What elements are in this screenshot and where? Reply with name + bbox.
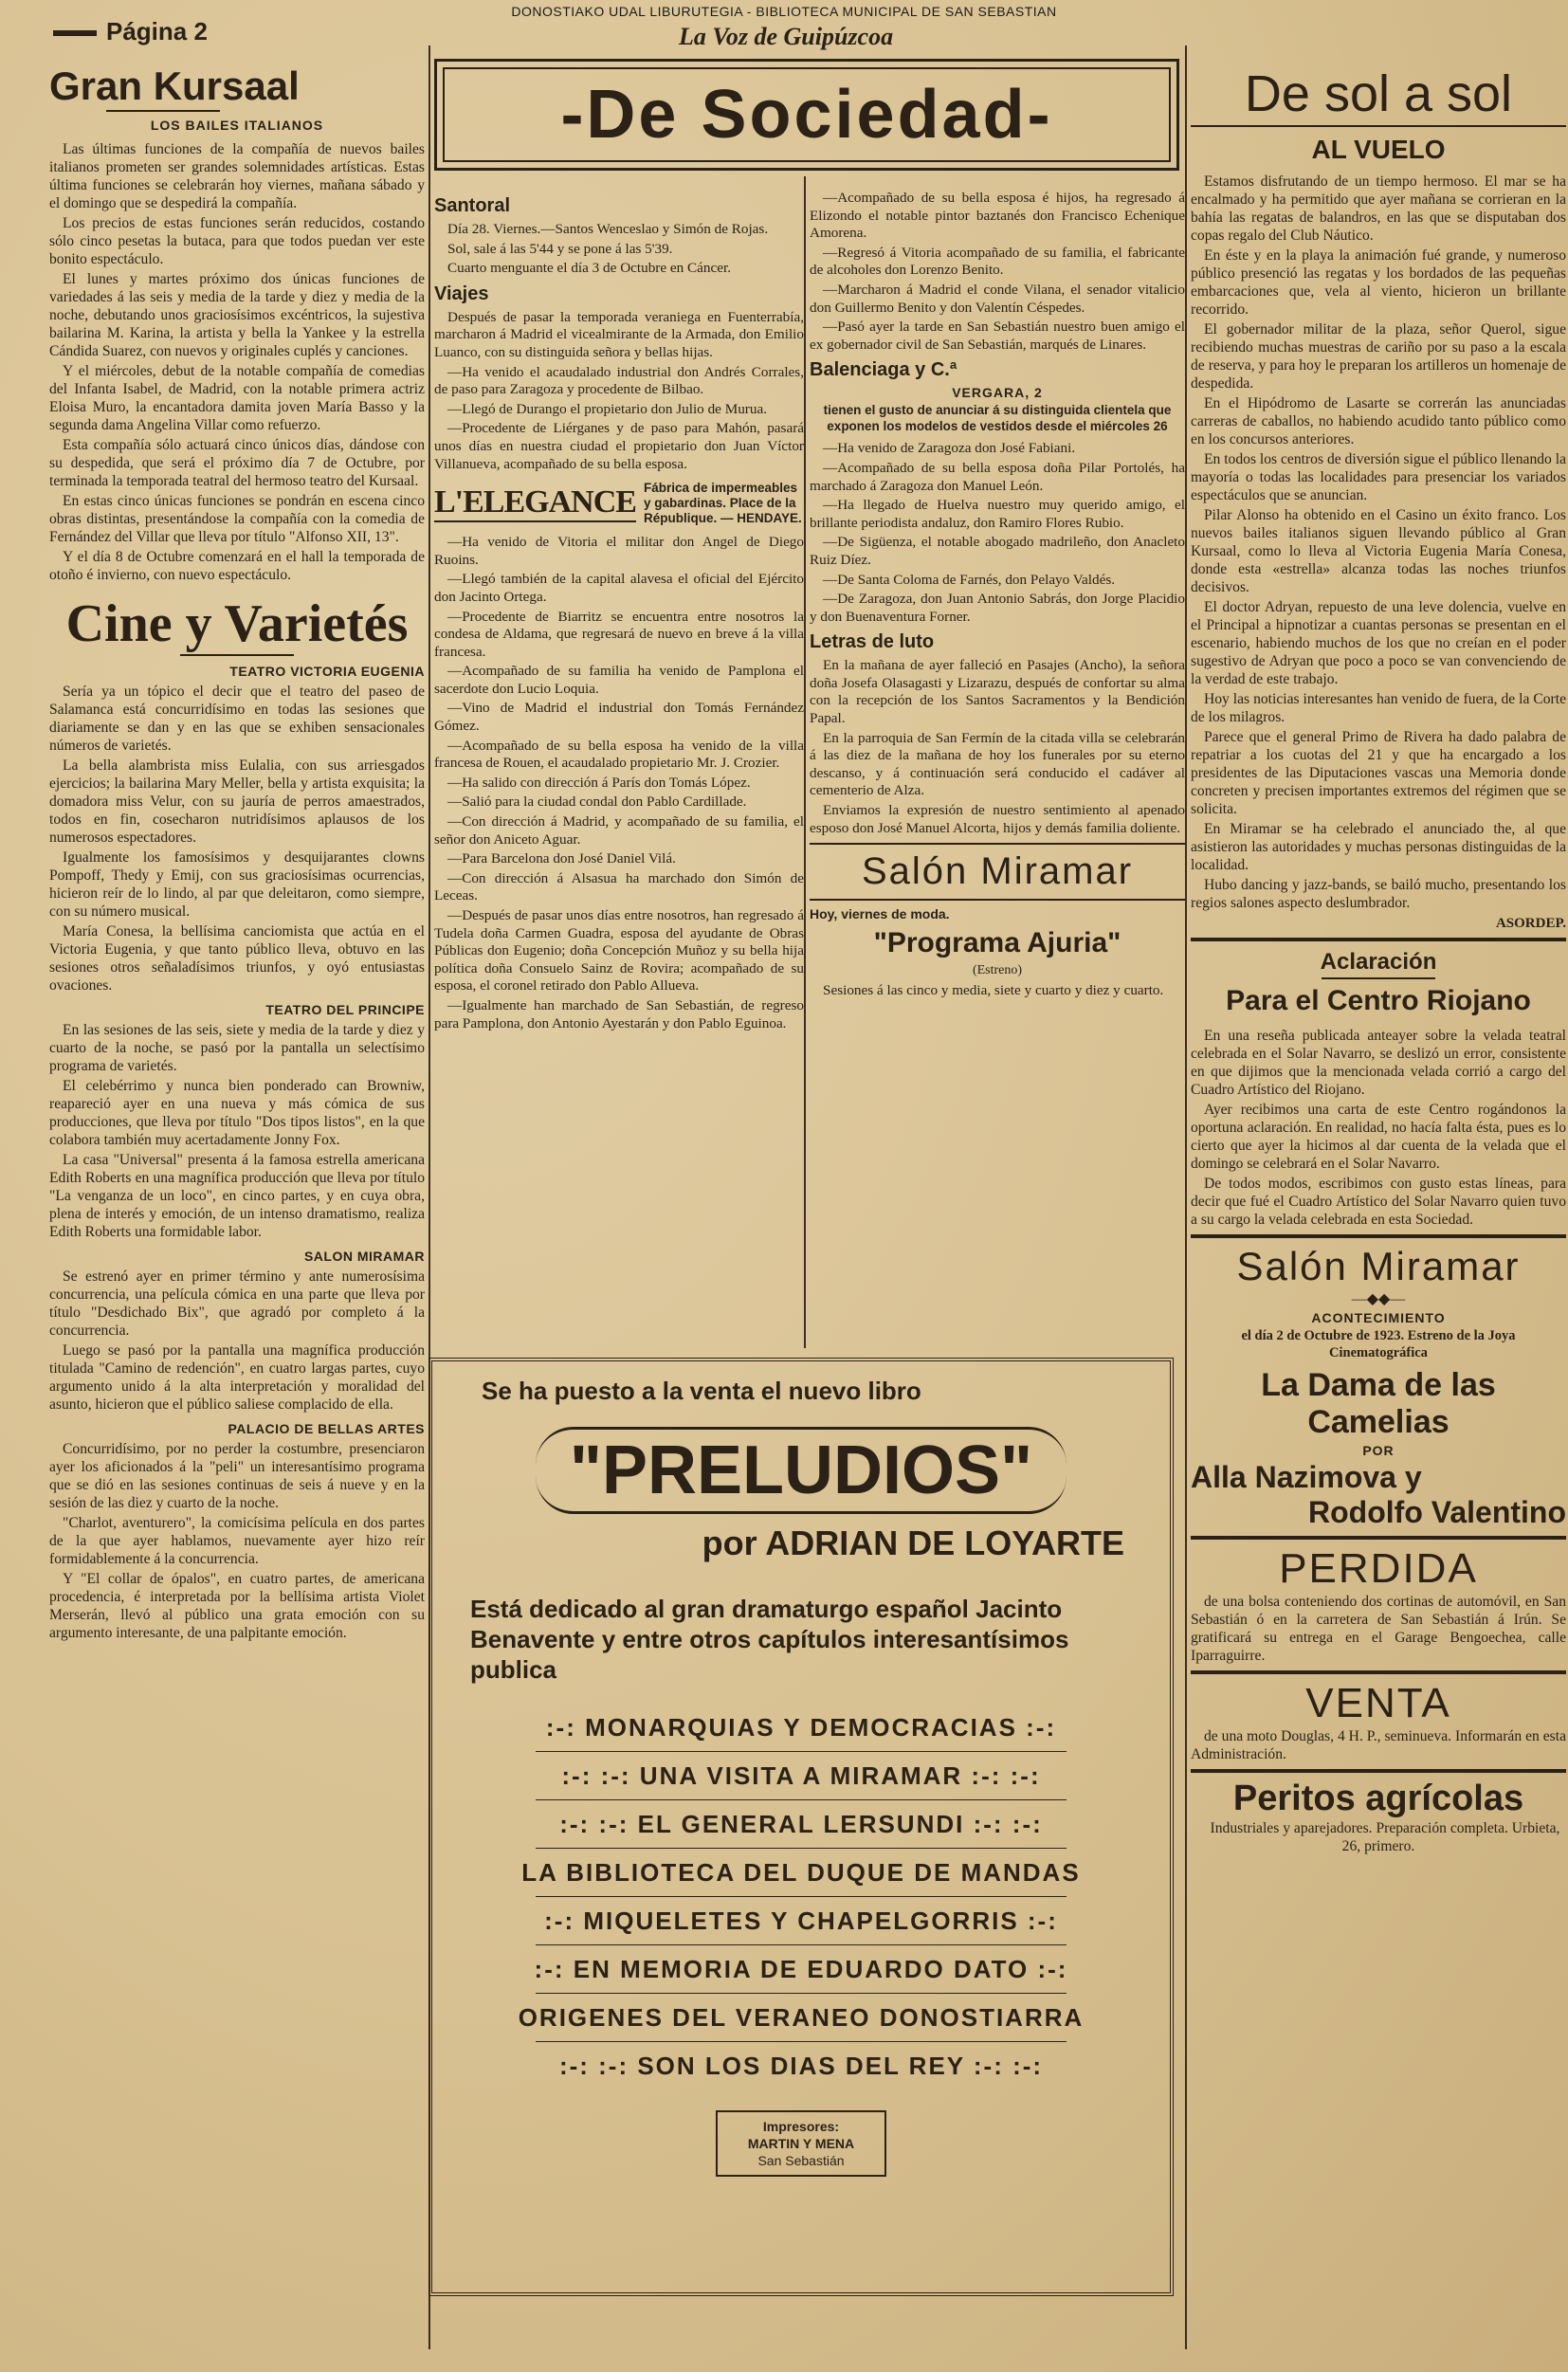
banner-title: -De Sociedad- xyxy=(443,67,1171,162)
promo-description: Está dedicado al gran dramaturgo español Jacinto Benavente y entre otros capítulos interesantísimos publica xyxy=(470,1595,1069,1684)
vuelo-paragraph: El doctor Adryan, repuesto de una leve dolencia, vuelve en el Principal a hipnotizar a cuantas personas se presentan en el escenario, habiendo muchos de los que no creían en el poder sugestivo de Adryan que poco a poco se van convenciendo de la verdad de este trabajo. xyxy=(1191,599,1566,687)
chapter-item: :-: MIQUELETES Y CHAPELGORRIS :-: xyxy=(544,1907,1058,1935)
vuelo-paragraph: Hubo dancing y jazz-bands, se bailó mucho, presentando los regios salones aspecto deslumbrador. xyxy=(1191,877,1566,911)
chapter-item: :-: :-: SON LOS DIAS DEL REY :-: :-: xyxy=(558,2052,1044,2080)
venta-title: VENTA xyxy=(1305,1680,1451,1726)
miramar-paragraph: Se estrenó ayer en primer término y ante numerosísima concurrencia, una película cómica en una parte que lleva por título "Desdichado Bix", que agradó por completo á la concurrencia. xyxy=(49,1268,425,1339)
viajes-paragraph: —Acompañado de su bella esposa ha venido de la villa francesa de Rouen, el acaudalado propietario Mr. J. Crozier. xyxy=(434,737,804,772)
victoria-paragraph: María Conesa, la bellísima canciomista que actúa en el Victoria Eugenia, y que tanto público lleva, obtuvo en las sesiones otros señaladísimos triunfos, y oyó entusiastas ovaciones. xyxy=(49,923,425,994)
peritos-title: Peritos agrícolas xyxy=(1232,1779,1524,1818)
divider xyxy=(106,110,220,112)
divider xyxy=(1191,1234,1566,1238)
viajes-heading: Viajes xyxy=(434,283,489,304)
kursaal-paragraph: El lunes y martes próximo dos únicas funciones de variedades á las seis y media de la tarde y diez y media de la noche, debutando unos graciosísimos excéntricos, la sujestiva bailarina M. Karina, la artista y bella la Yankee y la estrella Cándida Suarez, con nuevos y originales cuplés y canciones. xyxy=(49,271,425,359)
preludios-book-ad xyxy=(428,1358,1174,2296)
sol-title: De sol a sol xyxy=(1244,65,1513,122)
kursaal-paragraph: Esta compañía sólo actuará cinco únicos días, dándose con su despedida, que será el próximo día 7 de Octubre, por terminada la temporada teatral del hermoso teatro del Kursaal. xyxy=(49,437,425,489)
column-de-sol-a-sol xyxy=(1191,55,1566,2349)
vuelo-paragraph: Estamos disfrutando de un tiempo hermoso. El mar se ha encalmado y ha permitido que ayer mañana se corrieran en la bahía las regatas de balandros, en las que se disputaban dos copas regalo del Club Náutico. xyxy=(1191,173,1566,244)
bellas-artes-paragraph: "Charlot, aventurero", la comicísima película en dos partes de la que ayer hablamos, nuevamente ayer hizo reír formidablemente á la concurrencia. xyxy=(49,1515,425,1567)
viajes-paragraph: —Para Barcelona don José Daniel Vilá. xyxy=(447,850,676,867)
promo-author: por ADRIAN DE LOYARTE xyxy=(702,1524,1124,1562)
miramar-ad-sessions: Sesiones á las cinco y media, siete y cuarto y diez y cuarto. xyxy=(823,982,1164,999)
sociedad-paragraph: —Pasó ayer la tarde en San Sebastián nuestro buen amigo el ex gobernador civil de San Sebastián, marqués de Linares. xyxy=(810,319,1185,353)
divider xyxy=(1191,1769,1566,1773)
aclaracion-title: Para el Centro Riojano xyxy=(1226,985,1531,1016)
column-sociedad-right xyxy=(810,190,1185,1346)
victoria-paragraph: Sería ya un tópico el decir que el teatro del paseo de Salamanca está concurridísimo en todas las sesiones que diariamente se dan y en las que se exhiben sensacionales números de varietés. xyxy=(49,684,425,754)
viajes-paragraph: —Procedente de Biarritz se encuentra entre nosotros la condesa de Aldama, que regresará de nuevo en breve á la villa francesa. xyxy=(434,608,804,660)
sociedad-paragraph: —Acompañado de su bella esposa é hijos, ha regresado á Elizondo el notable pintor baztanés don Francisco Echenique Amorena. xyxy=(810,190,1185,242)
victoria-paragraph: Igualmente los famosísimos y desquijarantes clowns Pompoff, Thedy y Emij, con sus graciosísimas ocurrencias, hicieron reír de lo lindo, al par que deleitaron, como siempre, con su número musical. xyxy=(49,849,425,920)
miramar-ad-estreno: (Estreno) xyxy=(972,963,1023,978)
kursaal-paragraph: Las últimas funciones de la compañía de nuevos bailes italianos prometen ser grandes solemnidades artísticas. Estas última funciones se celebrarán hoy viernes, mañana sábado y el domingo que se despedirá la compañía. xyxy=(49,141,425,211)
viajes-paragraph: —Después de pasar unos días entre nosotros, han regresado á Tudela doña Carmen Guadra, esposa del ayudante de Obras Públicas don Eugenio; doña Concepción Muñoz y su bella hija política doña Consuelo Sainz de Rovira; acompañado de su esposa, el coronel retirado don Pablo Allueva. xyxy=(434,907,804,994)
principe-paragraph: La casa "Universal" presenta á la famosa estrella americana Edith Roberts en una magnífica producción que lleva por título "La venganza de un loco", en cinco partes, y en cuya obra, plena de interés y emoción, de un intenso dramatismo, realiza Edith Roberts una formidable labor. xyxy=(49,1152,425,1240)
viajes-paragraph: —Acompañado de su familia ha venido de Pamplona el sacerdote don Lucio Loquia. xyxy=(434,663,804,697)
divider xyxy=(180,654,294,656)
actor-name: Rodolfo Valentino xyxy=(1308,1495,1566,1529)
divider xyxy=(1191,125,1566,127)
kursaal-subtitle: LOS BAILES ITALIANOS xyxy=(150,118,324,133)
chapter-item: :-: MONARQUIAS Y DEMOCRACIAS :-: xyxy=(545,1713,1057,1742)
santoral-paragraph: Cuarto menguante el día 3 de Octubre en Cáncer. xyxy=(447,260,731,277)
column-sociedad-left xyxy=(434,190,804,1346)
aclaracion-heading: Aclaración xyxy=(1320,949,1437,975)
kursaal-paragraph: Y el miércoles, debut de la notable compañía de comedias del Infanta Isabel, de Madrid, con la notable primera actriz Eloisa Muro, la encantadora damita joven María Basso y la segunda dama Angelina Villar como refuerzo. xyxy=(49,363,425,433)
column-rule xyxy=(1185,46,1187,2349)
printers-label: Impresores: xyxy=(762,2119,840,2134)
chapter-item: :-: :-: UNA VISITA A MIRAMAR :-: :-: xyxy=(561,1761,1041,1790)
viajes-paragraph: —Llegó de Durango el propietario don Julio de Murua. xyxy=(447,400,767,417)
miramar-heading: SALON MIRAMAR xyxy=(303,1249,425,1264)
luto-heading: Letras de luto xyxy=(810,631,935,653)
peritos-text: Industriales y aparejadores. Preparación completa. Urbieta, 26, primero. xyxy=(1210,1820,1560,1854)
sociedad-paragraph: —Regresó á Vitoria acompañado de su familia, el fabricante de alcoholes don Lorenzo Benito. xyxy=(810,244,1185,279)
promo-title: "PRELUDIOS" xyxy=(536,1427,1067,1514)
elegance-text: Fábrica de impermeables y gabardinas. Place de la République. — HENDAYE. xyxy=(643,481,802,526)
por-label: POR xyxy=(1362,1443,1395,1458)
santoral-paragraph: Día 28. Viernes.—Santos Wenceslao y Simón de Rojas. xyxy=(447,221,769,237)
page-number: Página 2 xyxy=(53,17,208,46)
sociedad-paragraph: —Acompañado de su bella esposa doña Pilar Portolés, ha marchado á Zaragoza don Manuel León. xyxy=(810,459,1185,494)
luto-paragraph: Enviamos la expresión de nuestro sentimiento al apenado esposo don José Manuel Alcorta, hijos y demás familia doliente. xyxy=(810,802,1185,836)
vuelo-paragraph: El gobernador militar de la plaza, señor Querol, sigue recibiendo muchas muestras de cariño por su paso a la escala de reserva, y para hoy le preparan los artilleros un homenaje de despedida. xyxy=(1191,321,1566,392)
promo-lead: Se ha puesto a la venta el nuevo libro xyxy=(482,1377,921,1405)
kursaal-title: Gran Kursaal xyxy=(49,64,300,108)
vuelo-paragraph: En éste y en la playa la animación fué grande, y numeroso público presenció las regatas y los bordados de las pequeñas embarcaciones que, vela al viento, hicieron un brillante recorrido. xyxy=(1191,247,1566,318)
viajes-paragraph: —Procedente de Liérganes y de paso para Mahón, pasará unos días en nuestra ciudad el propietario don Juan Víctor Villanueva, acompañado de su bella esposa. xyxy=(434,420,804,472)
kursaal-paragraph: Y el día 8 de Octubre comenzará en el hall la temporada de otoño é invierno, con nuevo espectáculo. xyxy=(49,549,425,583)
aclaracion-paragraph: En una reseña publicada anteayer sobre la velada teatral celebrada en el Solar Navarro, se deslizó un error, consistente en que dijimos que la mencionada velada corrió a cargo del Cuadro Artístico del Riojano. xyxy=(1191,1028,1566,1098)
perdida-title: PERDIDA xyxy=(1279,1545,1478,1592)
viajes-paragraph: —Llegó también de la capital alavesa el oficial del Ejército don Jacinto Ortega. xyxy=(434,571,804,605)
miramar2-title: Salón Miramar xyxy=(1236,1244,1521,1288)
divider xyxy=(810,843,1185,845)
viajes-paragraph: —Ha venido el acaudalado industrial don Andrés Corrales, de paso para Zaragoza y procedente de Bilbao. xyxy=(434,363,804,398)
miramar-paragraph: Luego se pasó por la pantalla una magnífica producción titulada "Camino de redención", en cuatro largas partes, cuyo argumento unido á la alta interpretación y moralidad del asunto, hicieron que el público saliese complacido de ella. xyxy=(49,1342,425,1413)
de-sociedad-banner xyxy=(434,59,1179,171)
vuelo-heading: AL VUELO xyxy=(1311,135,1446,164)
column-rule xyxy=(804,176,806,1348)
miramar-ad-line: Hoy, viernes de moda. xyxy=(810,906,950,922)
balenciaga-heading: Balenciaga y C.ª xyxy=(810,359,957,381)
viajes-paragraph: —Vino de Madrid el industrial don Tomás Fernández Gómez. xyxy=(434,700,804,735)
luto-paragraph: En la mañana de ayer falleció en Pasajes (Ancho), la señora doña Josefa Olasagasti y Lizarazu, después de confortar su alma con la recepción de los Santos Sacramentos y la Bendición Papal. xyxy=(810,657,1185,727)
printers-city: San Sebastián xyxy=(757,2153,845,2168)
elegance-ad xyxy=(434,481,804,526)
principe-paragraph: El celebérrimo y nunca bien ponderado can Browniw, reapareció ayer en una nueva y más cómica de sus producciones, que lleva por título "Dos tipos listos", en la que colabora también muy acertadamente Jonny Fox. xyxy=(49,1078,425,1148)
bellas-artes-heading: PALACIO DE BELLAS ARTES xyxy=(228,1421,425,1436)
sociedad-paragraph: —Ha venido de Zaragoza don José Fabiani. xyxy=(823,440,1076,457)
viajes-paragraph: —Igualmente han marchado de San Sebastián, de regreso para Pamplona, don Antonio Ayestarán y don Pablo Eguinoa. xyxy=(434,996,804,1031)
aclaracion-paragraph: Ayer recibimos una carta de este Centro rogándonos la oportuna aclaración. En realidad, no hacía falta ésta, pues es lo cierto que ayer la hicimos al dar cuenta de la velada que el domingo se celebrará en el Solar Navarro. xyxy=(1191,1102,1566,1172)
chapter-item: :-: :-: EL GENERAL LERSUNDI :-: :-: xyxy=(559,1810,1043,1838)
perdida-text: de una bolsa conteniendo dos cortinas de automóvil, en San Sebastián ó en la carretera de San Sebastián á Irún. Se gratificará su entrega en el Garage Bengoechea, calle Iparraguirre. xyxy=(1191,1594,1566,1664)
elegance-logo: L'ELEGANCE xyxy=(434,484,636,522)
divider xyxy=(810,899,1185,901)
chapter-item: :-: EN MEMORIA DE EDUARDO DATO :-: xyxy=(534,1955,1068,1983)
vuelo-paragraph: Pilar Alonso ha obtenido en el Casino un éxito franco. Los nuevos bailes italianos siguen llevando público al Gran Kursaal, como lo lleva al Victoria Eugenia María Conesa, donde esta «estrella» alcanza todas las noches triunfos decisivos. xyxy=(1191,507,1566,595)
film-title: La Dama de las Camelias xyxy=(1261,1367,1496,1440)
viajes-paragraph: —Salió para la ciudad condal don Pablo Cardillade. xyxy=(447,794,747,811)
vuelo-paragraph: En Miramar se ha celebrado el anunciado the, al que asistieron las autoridades y muchas personas distinguidas de la localidad. xyxy=(1191,821,1566,873)
aclaracion-paragraph: De todos modos, escribimos con gusto estas líneas, para decir que fué el Cuadro Artístico del Solar Navarro quien tuvo a su cargo la velada celebrada en esta Sociedad. xyxy=(1191,1176,1566,1228)
viajes-paragraph: —Con dirección á Madrid, y acompañado de su familia, el señor don Aniceto Aguar. xyxy=(434,813,804,848)
miramar-ad-title: Salón Miramar xyxy=(861,850,1134,893)
kursaal-paragraph: Los precios de estas funciones serán reducidos, costando sólo cinco pesetas la butaca, para que todos puedan ver este bonito espectáculo. xyxy=(49,215,425,267)
sociedad-paragraph: —De Sigüenza, el notable abogado madrileño, don Anacleto Ruiz Díez. xyxy=(810,534,1185,568)
chapter-item: ORIGENES DEL VERANEO DONOSTIARRA xyxy=(518,2003,1085,2032)
vuelo-paragraph: En todos los centros de diversión sigue el público llenando la mayoría o todas las localidades para presenciar los variados espectáculos que se anuncian. xyxy=(1191,451,1566,503)
principe-heading: TEATRO DEL PRINCIPE xyxy=(265,1002,425,1017)
archive-watermark: DONOSTIAKO UDAL LIBURUTEGIA - BIBLIOTECA MUNICIPAL DE SAN SEBASTIAN xyxy=(511,4,1057,19)
ornament: —◆◆— xyxy=(1351,1291,1406,1307)
vuelo-paragraph: En el Hipódromo de Lasarte se correrán las anunciadas carreras de caballos, no habiendo acudido tanto público como en los concursos anteriores. xyxy=(1191,395,1566,447)
vuelo-paragraph: Parece que el general Primo de Rivera ha dado palabra de repatriar a los cuotas del 21 y que ha encargado a los presidentes de las Diputaciones vascas una Memoria donde concreten y precisen importantes extremos del régimen que se solicita. xyxy=(1191,729,1566,817)
viajes-paragraph: —Con dirección á Alsasua ha marchado don Simón de Leceas. xyxy=(434,869,804,904)
column-kursaal-cine xyxy=(49,55,425,2349)
victoria-paragraph: La bella alambrista miss Eulalia, con sus arriesgados ejercicios; la bailarina Mary Meller, bella y artista exquisita; la domadora miss Velur, con su jauría de perros amaestrados, todos en fin, cosecharon nutridísimos aplausos de los numerosos espectadores. xyxy=(49,757,425,846)
sociedad-paragraph: —De Zaragoza, don Juan Antonio Sabrás, don Jorge Placidio y don Buenaventura Forner. xyxy=(810,591,1185,625)
santoral-paragraph: Sol, sale á las 5'44 y se pone á las 5'39. xyxy=(447,240,673,257)
viajes-paragraph: —Ha salido con dirección á París don Tomás López. xyxy=(447,774,751,791)
page-header xyxy=(53,13,1560,50)
bellas-artes-paragraph: Concurridísimo, por no perder la costumbre, presenciaron ayer los aficionados á la "peli" un interesantísimo programa que se dió en las sesiones continuas de seis á nueve y en la sesión de las diez y cuarto de la noche. xyxy=(49,1441,425,1511)
acontecimiento-text: el día 2 de Octubre de 1923. Estreno de la Joya Cinematográfica xyxy=(1241,1328,1516,1360)
sociedad-paragraph: —De Santa Coloma de Farnés, don Pelayo Valdés. xyxy=(823,571,1116,588)
viajes-paragraph: —Ha venido de Vitoria el militar don Angel de Diego Ruoins. xyxy=(434,534,804,568)
printers-name: MARTIN Y MENA xyxy=(747,2136,855,2151)
divider xyxy=(1191,1536,1566,1540)
vuelo-paragraph: Hoy las noticias interesantes han venido de fuera, de la Corte de los milagros. xyxy=(1191,691,1566,725)
balenciaga-address: VERGARA, 2 xyxy=(952,385,1043,401)
sociedad-paragraph: —Marcharon á Madrid el conde Vilana, el senador vitalicio don Guillermo Benito y don Valentín Céspedes. xyxy=(810,281,1185,316)
signature: ASORDEP. xyxy=(1495,916,1566,931)
luto-paragraph: En la parroquia de San Fermín de la citada villa se celebrarán á las diez de la mañana de hoy los funerales por su eterno descanso, y á continuación será conducido el cadáver al cementerio de Alza. xyxy=(810,729,1185,799)
balenciaga-text: tienen el gusto de anunciar á su distinguida clientela que exponen los modelos de vestidos desde el miércoles 26 xyxy=(823,403,1172,434)
actor-name: Alla Nazimova y xyxy=(1191,1460,1422,1494)
miramar-ad-program: "Programa Ajuria" xyxy=(873,927,1121,959)
venta-text: de una moto Douglas, 4 H. P., seminueva. Informarán en esta Administración. xyxy=(1191,1728,1566,1762)
principe-paragraph: En las sesiones de las seis, siete y media de la tarde y diez y cuarto de la noche, se pasó por la pantalla un selectísimo programa de varietés. xyxy=(49,1022,425,1074)
acontecimiento-label: ACONTECIMIENTO xyxy=(1311,1310,1446,1325)
sociedad-paragraph: —Ha llegado de Huelva nuestro muy querido amigo, el brillante periodista andaluz, don Ramiro Flores Rubio. xyxy=(810,497,1185,531)
victoria-heading: TEATRO VICTORIA EUGENIA xyxy=(229,664,425,679)
viajes-paragraph: Después de pasar la temporada veraniega en Fuenterrabía, marcharon á Madrid el vicealmirante de la Armada, don Emilio Luanco, con su distinguida señora y bellas hijas. xyxy=(434,308,804,360)
santoral-heading: Santoral xyxy=(434,195,511,216)
kursaal-paragraph: En estas cinco únicas funciones se pondrán en escena cinco obras distintas, presentándose la compañía con la comedia de Fernández del Villar que lleva por título "Alfonso XII, 13". xyxy=(49,493,425,545)
chapter-item: LA BIBLIOTECA DEL DUQUE DE MANDAS xyxy=(521,1858,1081,1887)
divider xyxy=(1191,1670,1566,1674)
cine-title: Cine y Varietés xyxy=(65,594,409,653)
divider xyxy=(1322,977,1435,979)
printers-box xyxy=(716,2110,886,2177)
divider xyxy=(1191,938,1566,941)
masthead: La Voz de Guipúzcoa xyxy=(679,23,894,50)
bellas-artes-paragraph: Y "El collar de ópalos", en cuatro partes, de americana procedencia, é interpretada por la bellísima artista Violet Merserán, llevó al público una grata emoción con su argumento interesante, de una palpitante emoción. xyxy=(49,1571,425,1641)
